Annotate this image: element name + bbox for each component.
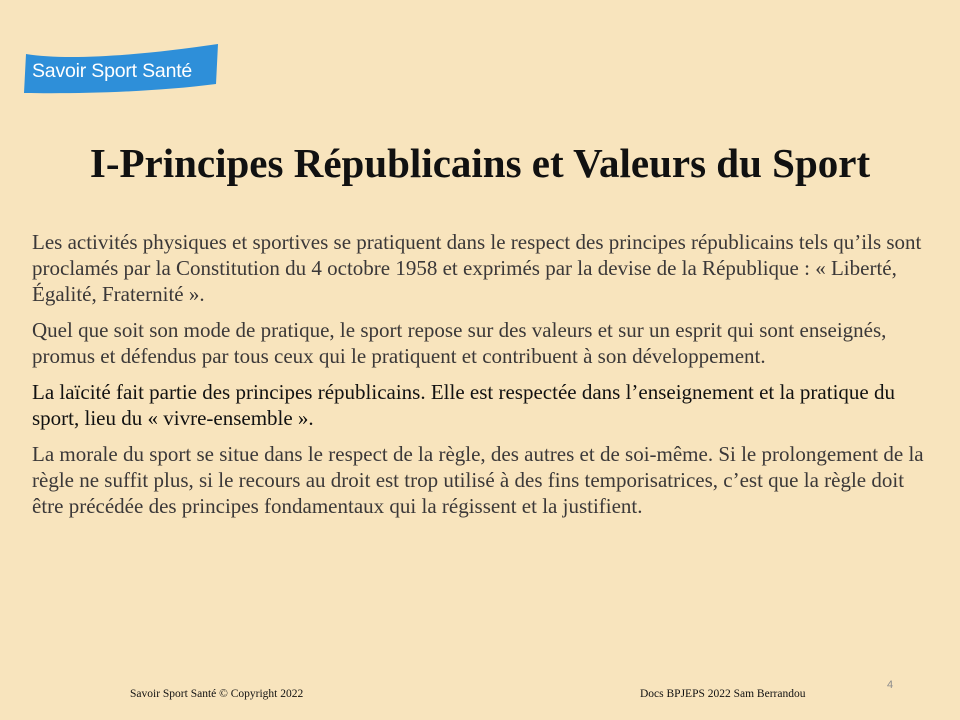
slide-body xyxy=(32,229,932,529)
savoir-sport-sante-logo xyxy=(24,44,220,94)
slide-title: I-Principes Républicains et Valeurs du Sport xyxy=(89,140,871,186)
paragraph-laicite: La laïcité fait partie des principes républicains. Elle est respectée dans l’enseignement et la pratique du sport, lieu du « vivre-ensemble ». xyxy=(32,380,895,430)
paragraph-sport-values: Quel que soit son mode de pratique, le sport repose sur des valeurs et sur un esprit qui sont enseignés, promus et défendus par tous ceux qui le pratiquent et contribuent à son développement. xyxy=(32,318,887,368)
paragraph-sport-morality: La morale du sport se situe dans le respect de la règle, des autres et de soi-même. Si le prolongement de la règle ne suffit plus, si le recours au droit est trop utilisé à des fins temporisatrices, c’est que la règle doit être précédée des principes fondamentaux qui la régissent et la justifient. xyxy=(32,442,924,518)
footer-docs: Docs BPJEPS 2022 Sam Berrandou xyxy=(640,688,806,700)
logo-text: Savoir Sport Santé xyxy=(32,60,193,82)
page-number: 4 xyxy=(887,679,894,691)
footer-copyright: Savoir Sport Santé © Copyright 2022 xyxy=(130,688,304,700)
paragraph-republican-principles: Les activités physiques et sportives se pratiquent dans le respect des principes républicains tels qu’ils sont proclamés par la Constitution du 4 octobre 1958 et exprimés par la devise de la République : « Liberté, Égalité, Fraternité ». xyxy=(32,230,922,306)
